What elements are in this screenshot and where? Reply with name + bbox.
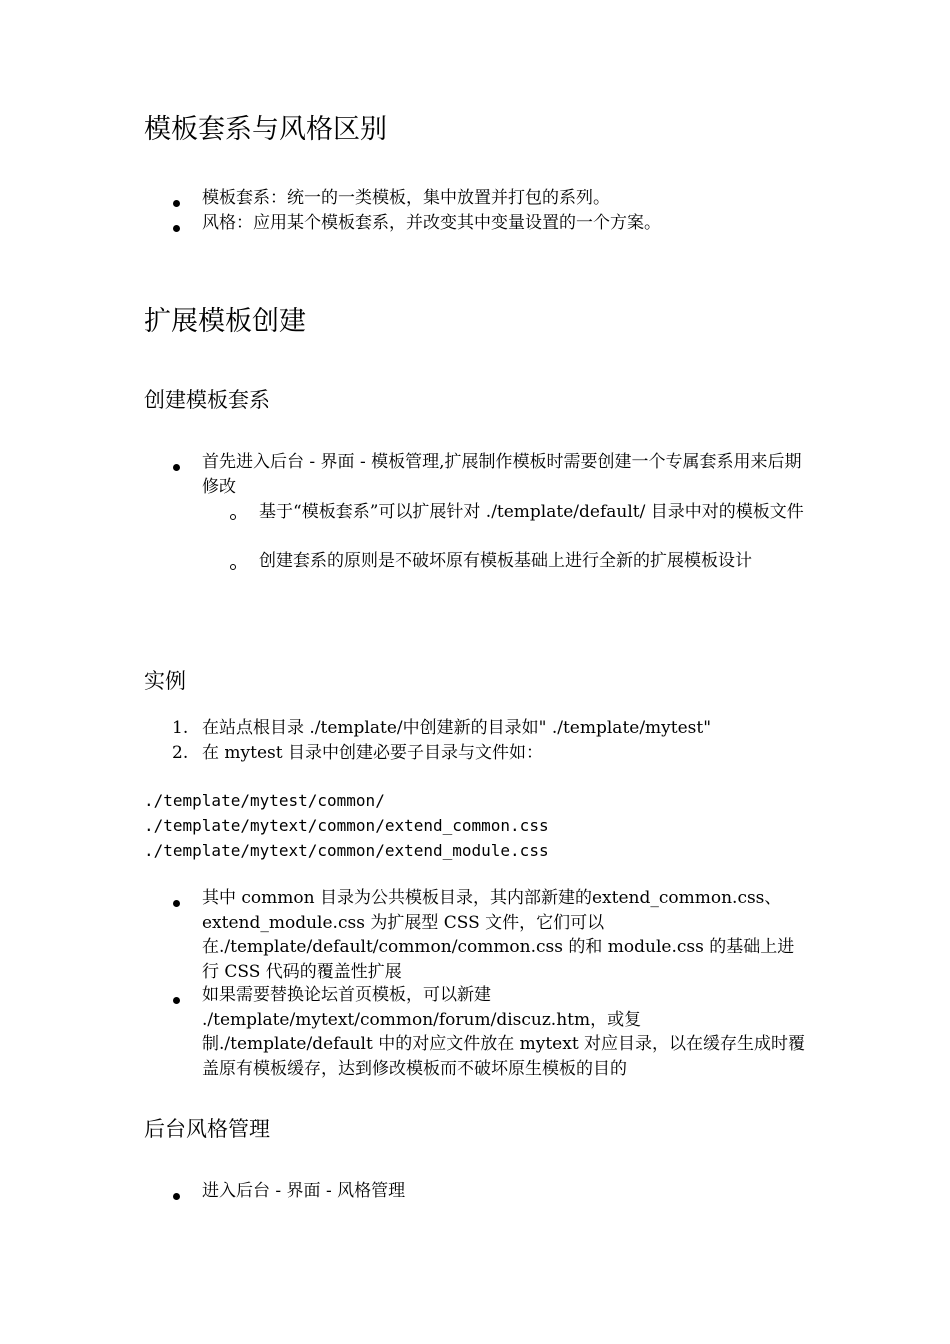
step-text: 在站点根目录 ./template/中创建新的目录如" ./template/mytest" [202, 718, 712, 738]
step-number: 1. [172, 718, 189, 738]
code-line: ./template/mytext/common/extend_common.css [144, 816, 549, 835]
list-item: 其中 common 目录为公共模板目录，其内部新建的extend_common.css、extend_module.css 为扩展型 CSS 文件，它们可以在./template/default/common/common.css 的和 module.css 的基础上进行 CSS 代码的覆盖性扩展 [202, 888, 795, 982]
circle-bullet-icon [230, 564, 236, 570]
circle-bullet-icon [230, 514, 236, 520]
subheading-style-management: 后台风格管理 [144, 1117, 270, 1141]
bullet-icon [173, 225, 180, 232]
heading-template-vs-style: 模板套系与风格区别 [144, 114, 387, 145]
bullet-icon [173, 997, 180, 1004]
list-item: 首先进入后台 - 界面 - 模板管理,扩展制作模板时需要创建一个专属套系用来后期修改 [202, 452, 802, 497]
step-number: 2. [172, 743, 189, 763]
heading-extend-template: 扩展模板创建 [144, 306, 306, 337]
list-item: 进入后台 - 界面 - 风格管理 [202, 1181, 406, 1201]
step-text: 在 mytest 目录中创建必要子目录与文件如： [202, 743, 543, 763]
bullet-icon [173, 900, 180, 907]
code-line: ./template/mytest/common/ [144, 791, 385, 810]
sub-list-item: 基于“模板套系”可以扩展针对 ./template/default/ 目录中对的模板文件 [259, 502, 804, 522]
subheading-create-suite: 创建模板套系 [144, 388, 270, 412]
list-item: 如果需要替换论坛首页模板，可以新建 ./template/mytext/common/forum/discuz.htm，或复制./template/default 中的对应文件放在 mytext 对应目录，以在缓存生成时覆盖原有模板缓存，达到修改模板而不破坏原生模板的目的 [202, 985, 806, 1079]
sub-list-item: 创建套系的原则是不破坏原有模板基础上进行全新的扩展模板设计 [259, 551, 752, 571]
code-line: ./template/mytext/common/extend_module.css [144, 841, 549, 860]
list-item: 风格：应用某个模板套系，并改变其中变量设置的一个方案。 [202, 213, 661, 233]
bullet-icon [173, 464, 180, 471]
subheading-example: 实例 [144, 669, 186, 693]
bullet-icon [173, 1193, 180, 1200]
list-item: 模板套系：统一的一类模板，集中放置并打包的系列。 [202, 188, 610, 208]
bullet-icon [173, 200, 180, 207]
